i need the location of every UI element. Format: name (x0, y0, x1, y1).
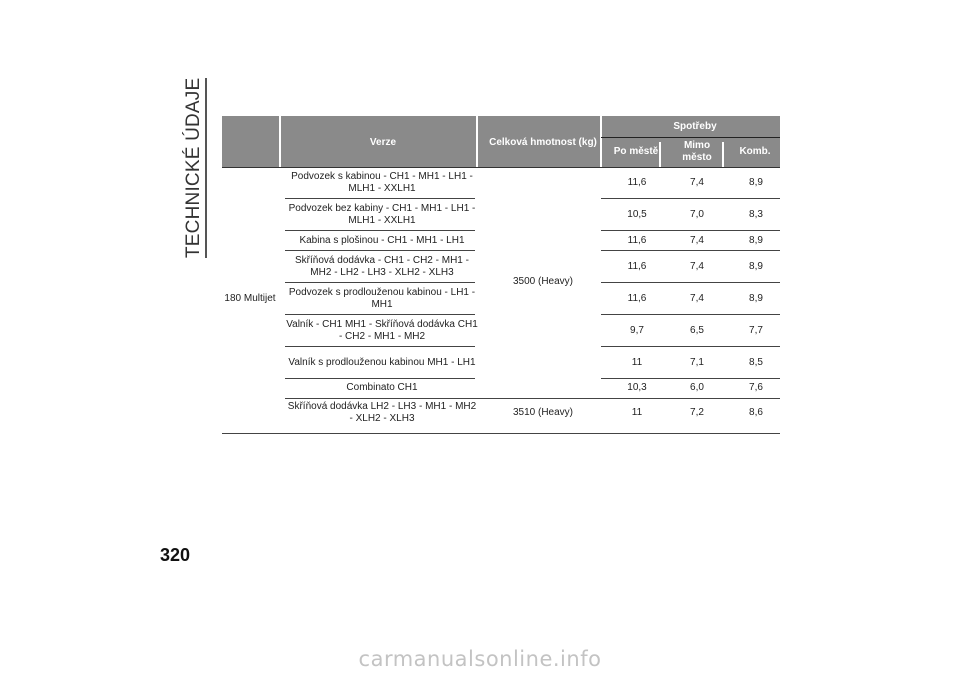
header-spotreby: Spotřeby (673, 121, 717, 132)
combined-consumption-cell: 8,9 (749, 261, 763, 272)
header-mimo-mesto-line1: Mimo (683, 140, 711, 151)
combined-consumption-cell: 7,6 (749, 382, 763, 393)
watermark: carmanualsonline.info (358, 647, 602, 671)
city-consumption-cell: 10,3 (627, 382, 647, 393)
city-consumption-cell: 11,6 (627, 177, 647, 188)
section-title-underline (205, 78, 207, 258)
version-cell: Kabina s plošinou - CH1 - MH1 - LH1 (299, 235, 465, 246)
page-number: 320 (160, 545, 191, 565)
header-hmotnost: Celková hmotnost (kg) (489, 137, 597, 148)
header-divider (600, 116, 602, 168)
weight-cell: 3500 (Heavy) (512, 276, 574, 287)
extra-urban-consumption-cell: 7,1 (690, 357, 704, 368)
extra-urban-consumption-cell: 7,0 (690, 209, 704, 220)
row-divider (285, 346, 475, 347)
city-consumption-cell: 11,6 (627, 293, 647, 304)
combined-consumption-cell: 8,3 (749, 209, 763, 220)
version-cell: Valník s prodlouženou kabinou MH1 - LH1 (288, 357, 476, 368)
version-cell: Podvozek s prodlouženou kabinou - LH1 - MH1 (288, 287, 476, 310)
extra-urban-consumption-cell: 7,4 (690, 235, 704, 246)
extra-urban-consumption-cell: 7,4 (690, 293, 704, 304)
extra-urban-consumption-cell: 7,4 (690, 261, 704, 272)
version-cell: Podvozek bez kabiny - CH1 - MH1 - LH1 - MLH1 - XXLH1 (288, 203, 476, 226)
row-divider (285, 378, 475, 379)
header-divider (722, 142, 724, 168)
header-verze: Verze (369, 137, 397, 148)
section-title-text: TECHNICKÉ ÚDAJE (183, 77, 204, 258)
city-consumption-cell: 11 (631, 357, 643, 368)
combined-consumption-cell: 8,9 (749, 177, 763, 188)
row-divider (601, 346, 780, 347)
row-divider (601, 250, 780, 251)
city-consumption-cell: 11,6 (627, 261, 647, 272)
header-mimo-mesto (682, 140, 711, 164)
table-bottom-rule (222, 433, 780, 434)
header-divider (659, 142, 661, 168)
row-divider (285, 314, 475, 315)
combined-consumption-cell: 8,9 (749, 235, 763, 246)
row-divider (601, 378, 780, 379)
version-cell: Skříňová dodávka - CH1 - CH2 - MH1 - MH2 - LH2 - LH3 - XLH2 - XLH3 (295, 255, 469, 278)
row-divider (285, 250, 475, 251)
combined-consumption-cell: 7,7 (749, 325, 763, 336)
city-consumption-cell: 10,5 (627, 209, 647, 220)
city-consumption-cell: 11 (631, 407, 643, 418)
section-title (183, 78, 205, 258)
header-po-meste: Po městě (613, 146, 659, 157)
header-subdivider (601, 137, 780, 138)
city-consumption-cell: 9,7 (630, 325, 644, 336)
version-cell: Valník - CH1 MH1 - Skříňová dodávka CH1 - CH2 - MH1 - MH2 (286, 319, 478, 342)
row-divider (601, 198, 780, 199)
header-divider (476, 116, 478, 168)
header-bottom-rule (222, 167, 780, 168)
weight-cell: 3510 (Heavy) (512, 407, 574, 418)
extra-urban-consumption-cell: 6,0 (690, 382, 704, 393)
header-komb: Komb. (739, 146, 771, 157)
row-divider (285, 198, 475, 199)
combined-consumption-cell: 8,5 (749, 357, 763, 368)
table-header (222, 116, 780, 168)
combined-consumption-cell: 8,6 (749, 407, 763, 418)
row-divider (601, 314, 780, 315)
combined-consumption-cell: 8,9 (749, 293, 763, 304)
header-divider (279, 116, 281, 168)
row-divider (601, 282, 780, 283)
header-mimo-mesto-line2: město (682, 152, 712, 163)
extra-urban-consumption-cell: 7,4 (690, 177, 704, 188)
extra-urban-consumption-cell: 7,2 (690, 407, 704, 418)
version-cell: Combinato CH1 (346, 382, 418, 393)
row-divider (601, 230, 780, 231)
extra-urban-consumption-cell: 6,5 (690, 325, 704, 336)
version-cell: Podvozek s kabinou - CH1 - MH1 - LH1 - MLH1 - XXLH1 (291, 171, 473, 194)
city-consumption-cell: 11,6 (627, 235, 647, 246)
row-divider (285, 282, 475, 283)
model-cell: 180 Multijet (224, 293, 276, 304)
row-divider (285, 230, 475, 231)
version-cell: Skříňová dodávka LH2 - LH3 - MH1 - MH2 - XLH2 - XLH3 (287, 401, 477, 424)
row-divider (285, 398, 780, 399)
